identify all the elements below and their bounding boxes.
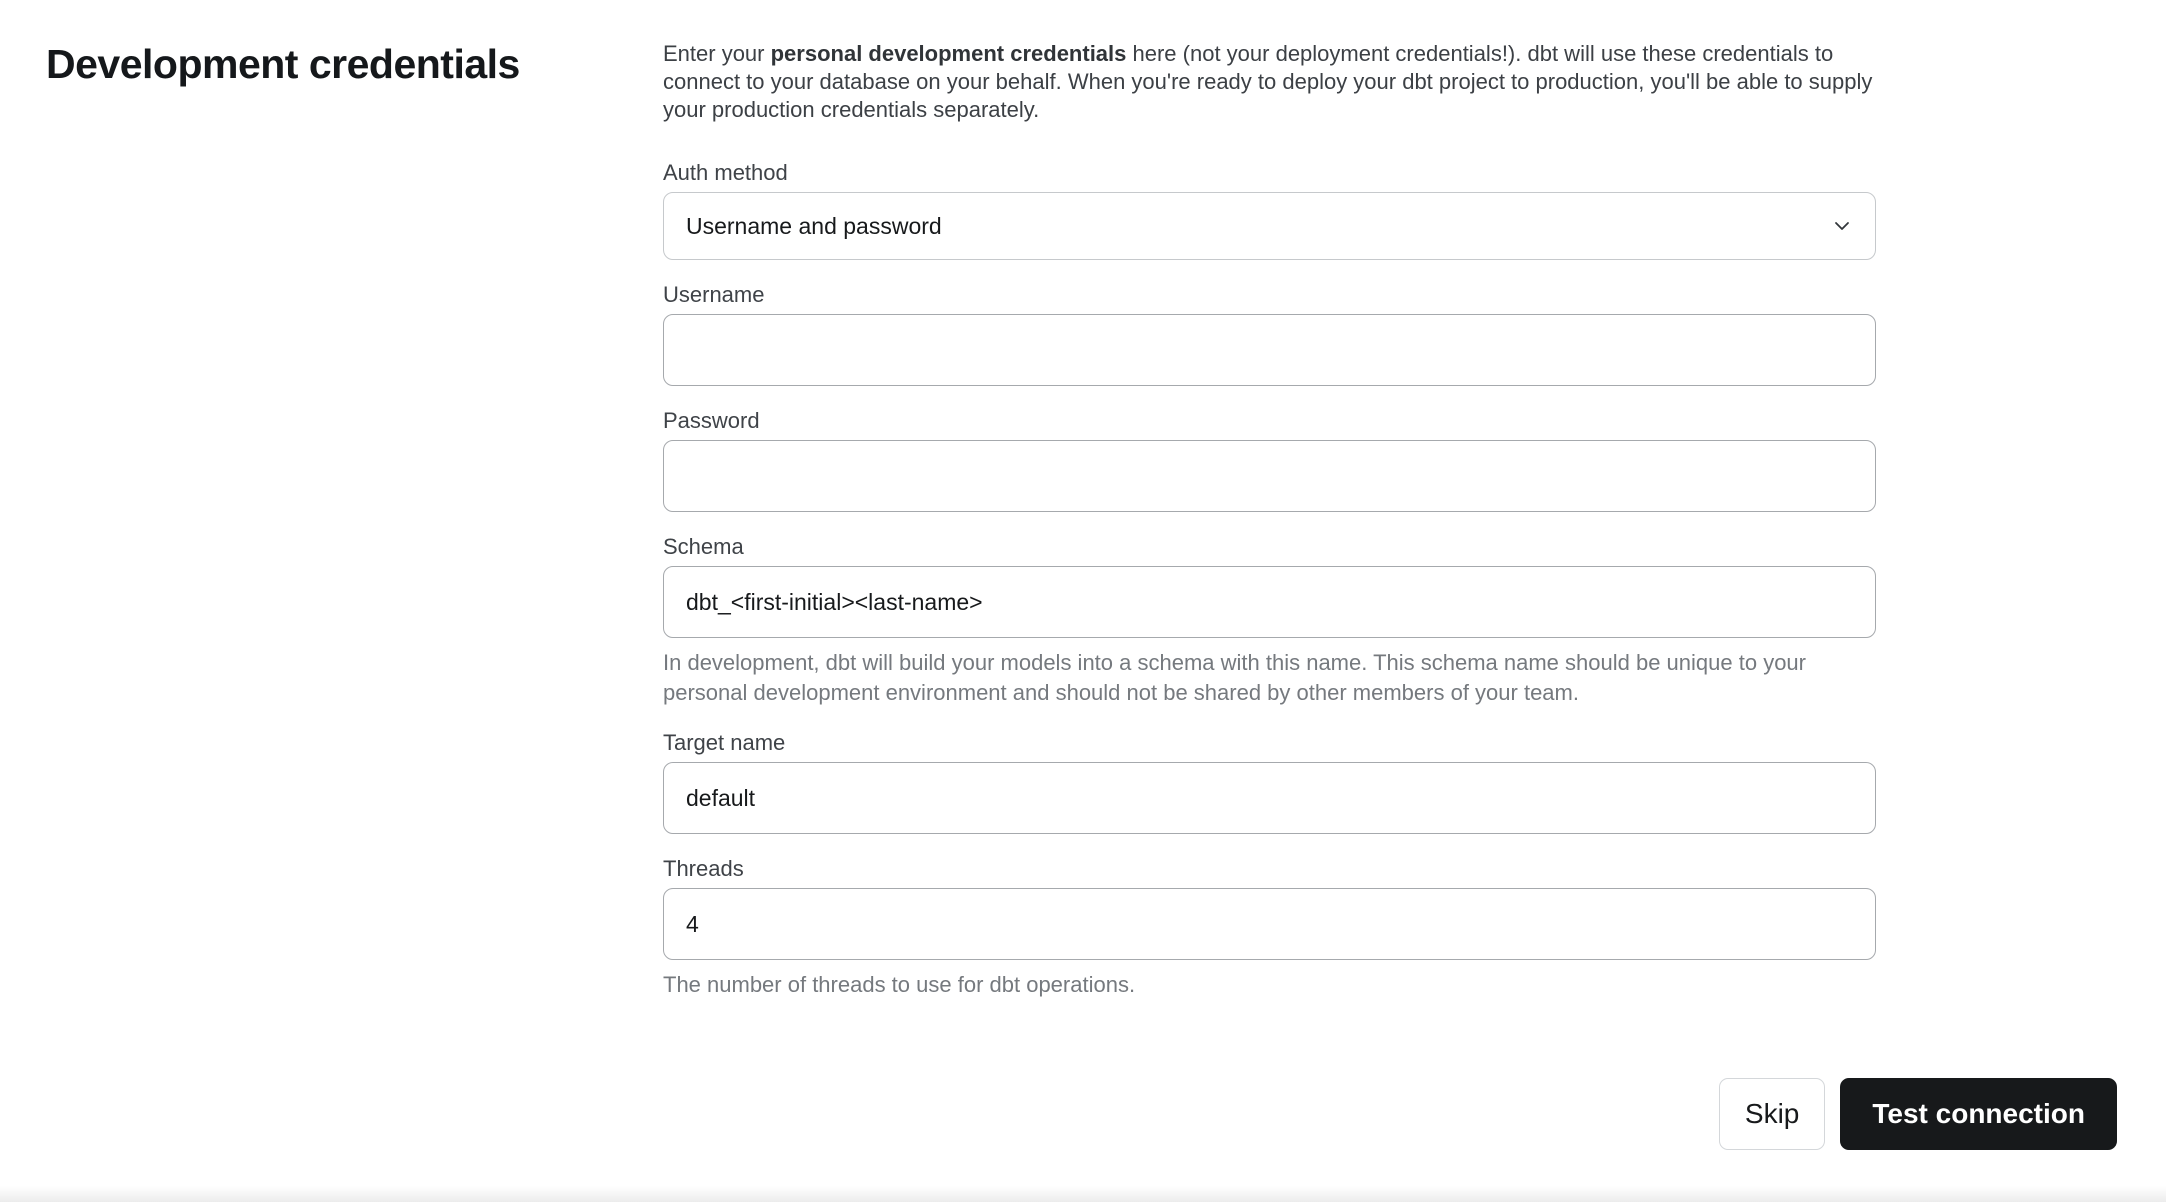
schema-group: [663, 534, 1876, 708]
password-input[interactable]: [663, 440, 1876, 512]
footer-divider: [0, 1186, 2166, 1202]
password-label: Password: [663, 408, 760, 433]
intro-text: [663, 40, 1876, 124]
test-connection-button[interactable]: Test connection: [1840, 1078, 2117, 1150]
target-name-label: Target name: [663, 730, 786, 755]
auth-method-selected-value: Username and password: [686, 212, 942, 239]
intro-suffix: here (not your deployment credentials!). dbt will use these credentials to connect to your database on your behalf. When you're ready to deploy your dbt project to production, you'll be able to supply your production credentials separately.: [663, 41, 1873, 122]
username-input[interactable]: [663, 314, 1876, 386]
schema-helper-text: In development, dbt will build your models into a schema with this name. This schema name should be unique to your personal development environment and should not be shared by other members of your team.: [663, 650, 1806, 705]
auth-method-label: Auth method: [663, 160, 788, 185]
username-group: [663, 282, 1876, 386]
credentials-form: [663, 40, 1876, 1022]
page-title-column: [46, 40, 663, 1022]
threads-input[interactable]: [663, 888, 1876, 960]
threads-group: [663, 856, 1876, 1000]
threads-helper-text: The number of threads to use for dbt operations.: [663, 972, 1136, 997]
intro-prefix: Enter your: [663, 41, 771, 66]
page-title: Development credentials: [46, 41, 520, 87]
schema-input[interactable]: [663, 566, 1876, 638]
auth-method-group: [663, 160, 1876, 260]
chevron-down-icon: [1831, 215, 1853, 237]
form-actions: [1719, 1078, 2117, 1150]
intro-bold: personal development credentials: [770, 41, 1127, 66]
threads-label: Threads: [663, 856, 744, 881]
skip-button[interactable]: Skip: [1719, 1078, 1825, 1150]
password-group: [663, 408, 1876, 512]
target-name-input[interactable]: [663, 762, 1876, 834]
auth-method-select[interactable]: [663, 192, 1876, 260]
username-label: Username: [663, 282, 765, 307]
target-name-group: [663, 730, 1876, 834]
schema-label: Schema: [663, 534, 744, 559]
